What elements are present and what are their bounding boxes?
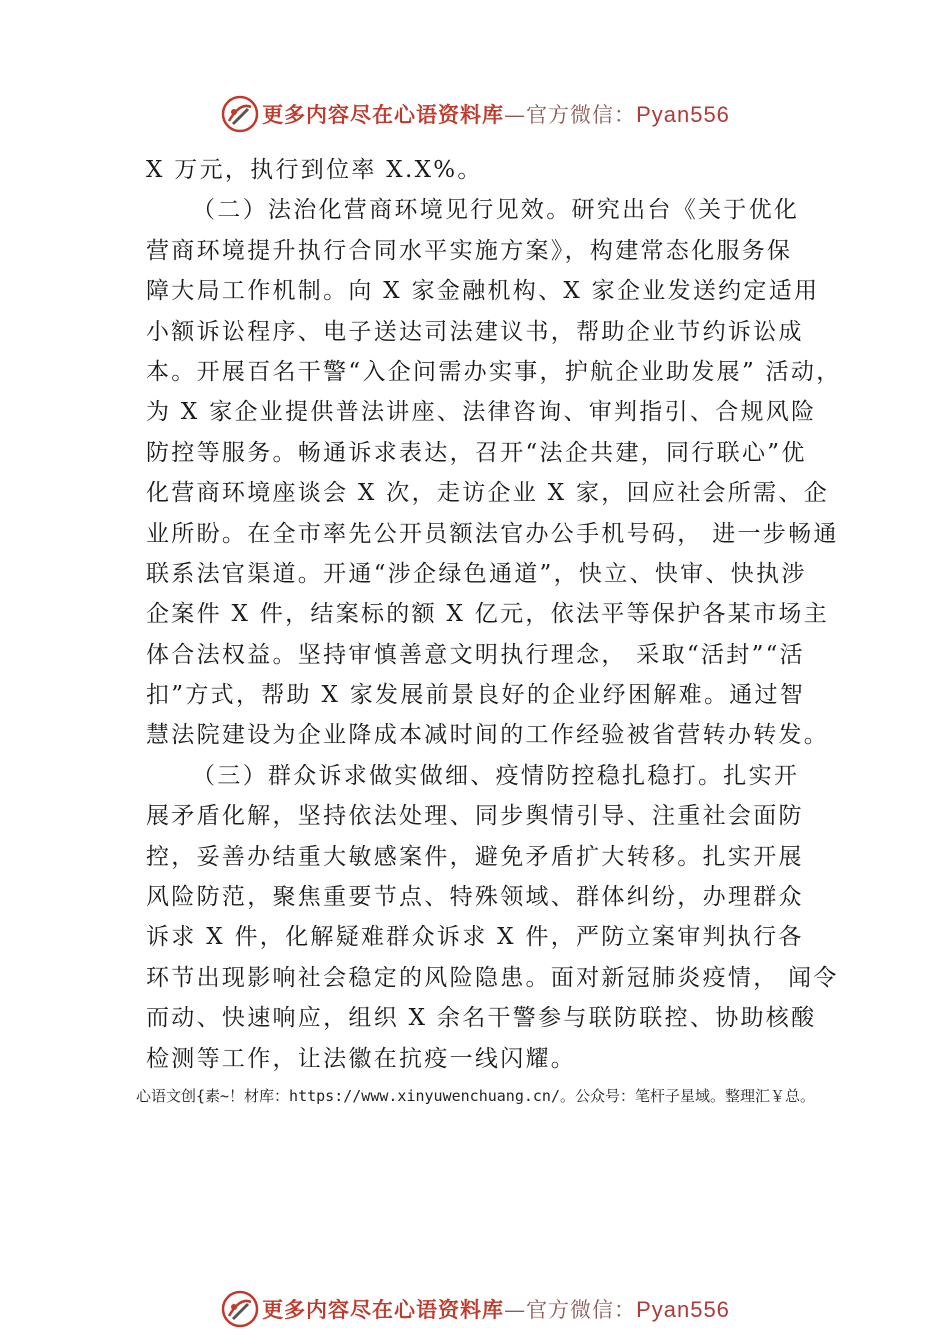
text-line: 诉求 X 件，化解疑难群众诉求 X 件，严防立案审判执行各 (146, 924, 804, 951)
header-banner (0, 92, 950, 136)
logo-icon (220, 1289, 260, 1329)
banner-title: 更多内容尽在心语资料库 (262, 102, 505, 127)
banner-wechat-label: —官方微信： (504, 103, 637, 127)
footnote: 心语文创{素~！材库：https://www.xinyuwenchuang.cn/。公众号：笔杆子星域。整理汇￥总。 (136, 1087, 815, 1105)
text-line: 而动、快速响应，组织 X 余名干警参与联防联控、协助核酸 (146, 1005, 817, 1032)
document-body (146, 150, 842, 1079)
text-line: 企案件 X 件，结案标的额 X 亿元，依法平等保护各某市场主 (146, 601, 829, 628)
text-line: 防控等服务。畅通诉求表达，召开“法企共建，同行联心”优 (146, 439, 807, 466)
text-line: 控，妥善办结重大敏感案件，避免矛盾扩大转移。扎实开展 (146, 843, 804, 870)
text-line: 为 X 家企业提供普法讲座、法律咨询、审判指引、合规风险 (146, 399, 817, 426)
text-line: 展矛盾化解，坚持依法处理、同步舆情引导、注重社会面防 (146, 803, 804, 830)
footer-banner (0, 1287, 950, 1331)
text-line: 营商环境提升执行合同水平实施方案》，构建常态化服务保 (146, 237, 793, 264)
banner-text (262, 1294, 730, 1324)
text-line: 环节出现影响社会稳定的风险隐患。面对新冠肺炎疫情， 闻令 (146, 964, 839, 991)
text-line: 体合法权益。坚持审慎善意文明执行理念， 采取“活封”“活 (146, 641, 805, 668)
banner-wechat-id: Pyan556 (636, 102, 730, 127)
logo-icon (220, 94, 260, 134)
text-line: （二）法治化营商环境见行见效。研究出台《关于优化 (192, 197, 800, 224)
text-line: （三）群众诉求做实做细、疫情防控稳扎稳打。扎实开 (192, 762, 800, 789)
text-line: 障大局工作机制。向 X 家金融机构、X 家企业发送约定适用 (146, 278, 820, 305)
banner-wechat-label: —官方微信： (504, 1298, 637, 1322)
text-line: 慧法院建设为企业降成本减时间的工作经验被省营转办转发。 (146, 722, 830, 749)
text-line: 业所盼。在全市率先公开员额法官办公手机号码， 进一步畅通 (146, 520, 839, 547)
text-line: 本。开展百名干警“入企问需办实事，护航企业助发展” 活动， (146, 358, 842, 385)
text-line: 联系法官渠道。开通“涉企绿色通道”，快立、快审、快执涉 (146, 560, 807, 587)
text-line: 扣”方式，帮助 X 家发展前景良好的企业纾困解难。通过智 (146, 682, 806, 709)
banner-title: 更多内容尽在心语资料库 (262, 1297, 505, 1322)
text-line: 检测等工作，让法徽在抗疫一线闪耀。 (146, 1045, 577, 1072)
text-line: X 万元，执行到位率 X.X%。 (146, 157, 483, 183)
text-line: 化营商环境座谈会 X 次，走访企业 X 家，回应社会所需、企 (146, 480, 829, 507)
banner-wechat-id: Pyan556 (636, 1297, 730, 1322)
text-line: 风险防范，聚焦重要节点、特殊领域、群体纠纷，办理群众 (146, 884, 804, 911)
text-line: 小额诉讼程序、电子送达司法建议书，帮助企业节约诉讼成 (146, 318, 804, 345)
banner-text (262, 99, 730, 129)
